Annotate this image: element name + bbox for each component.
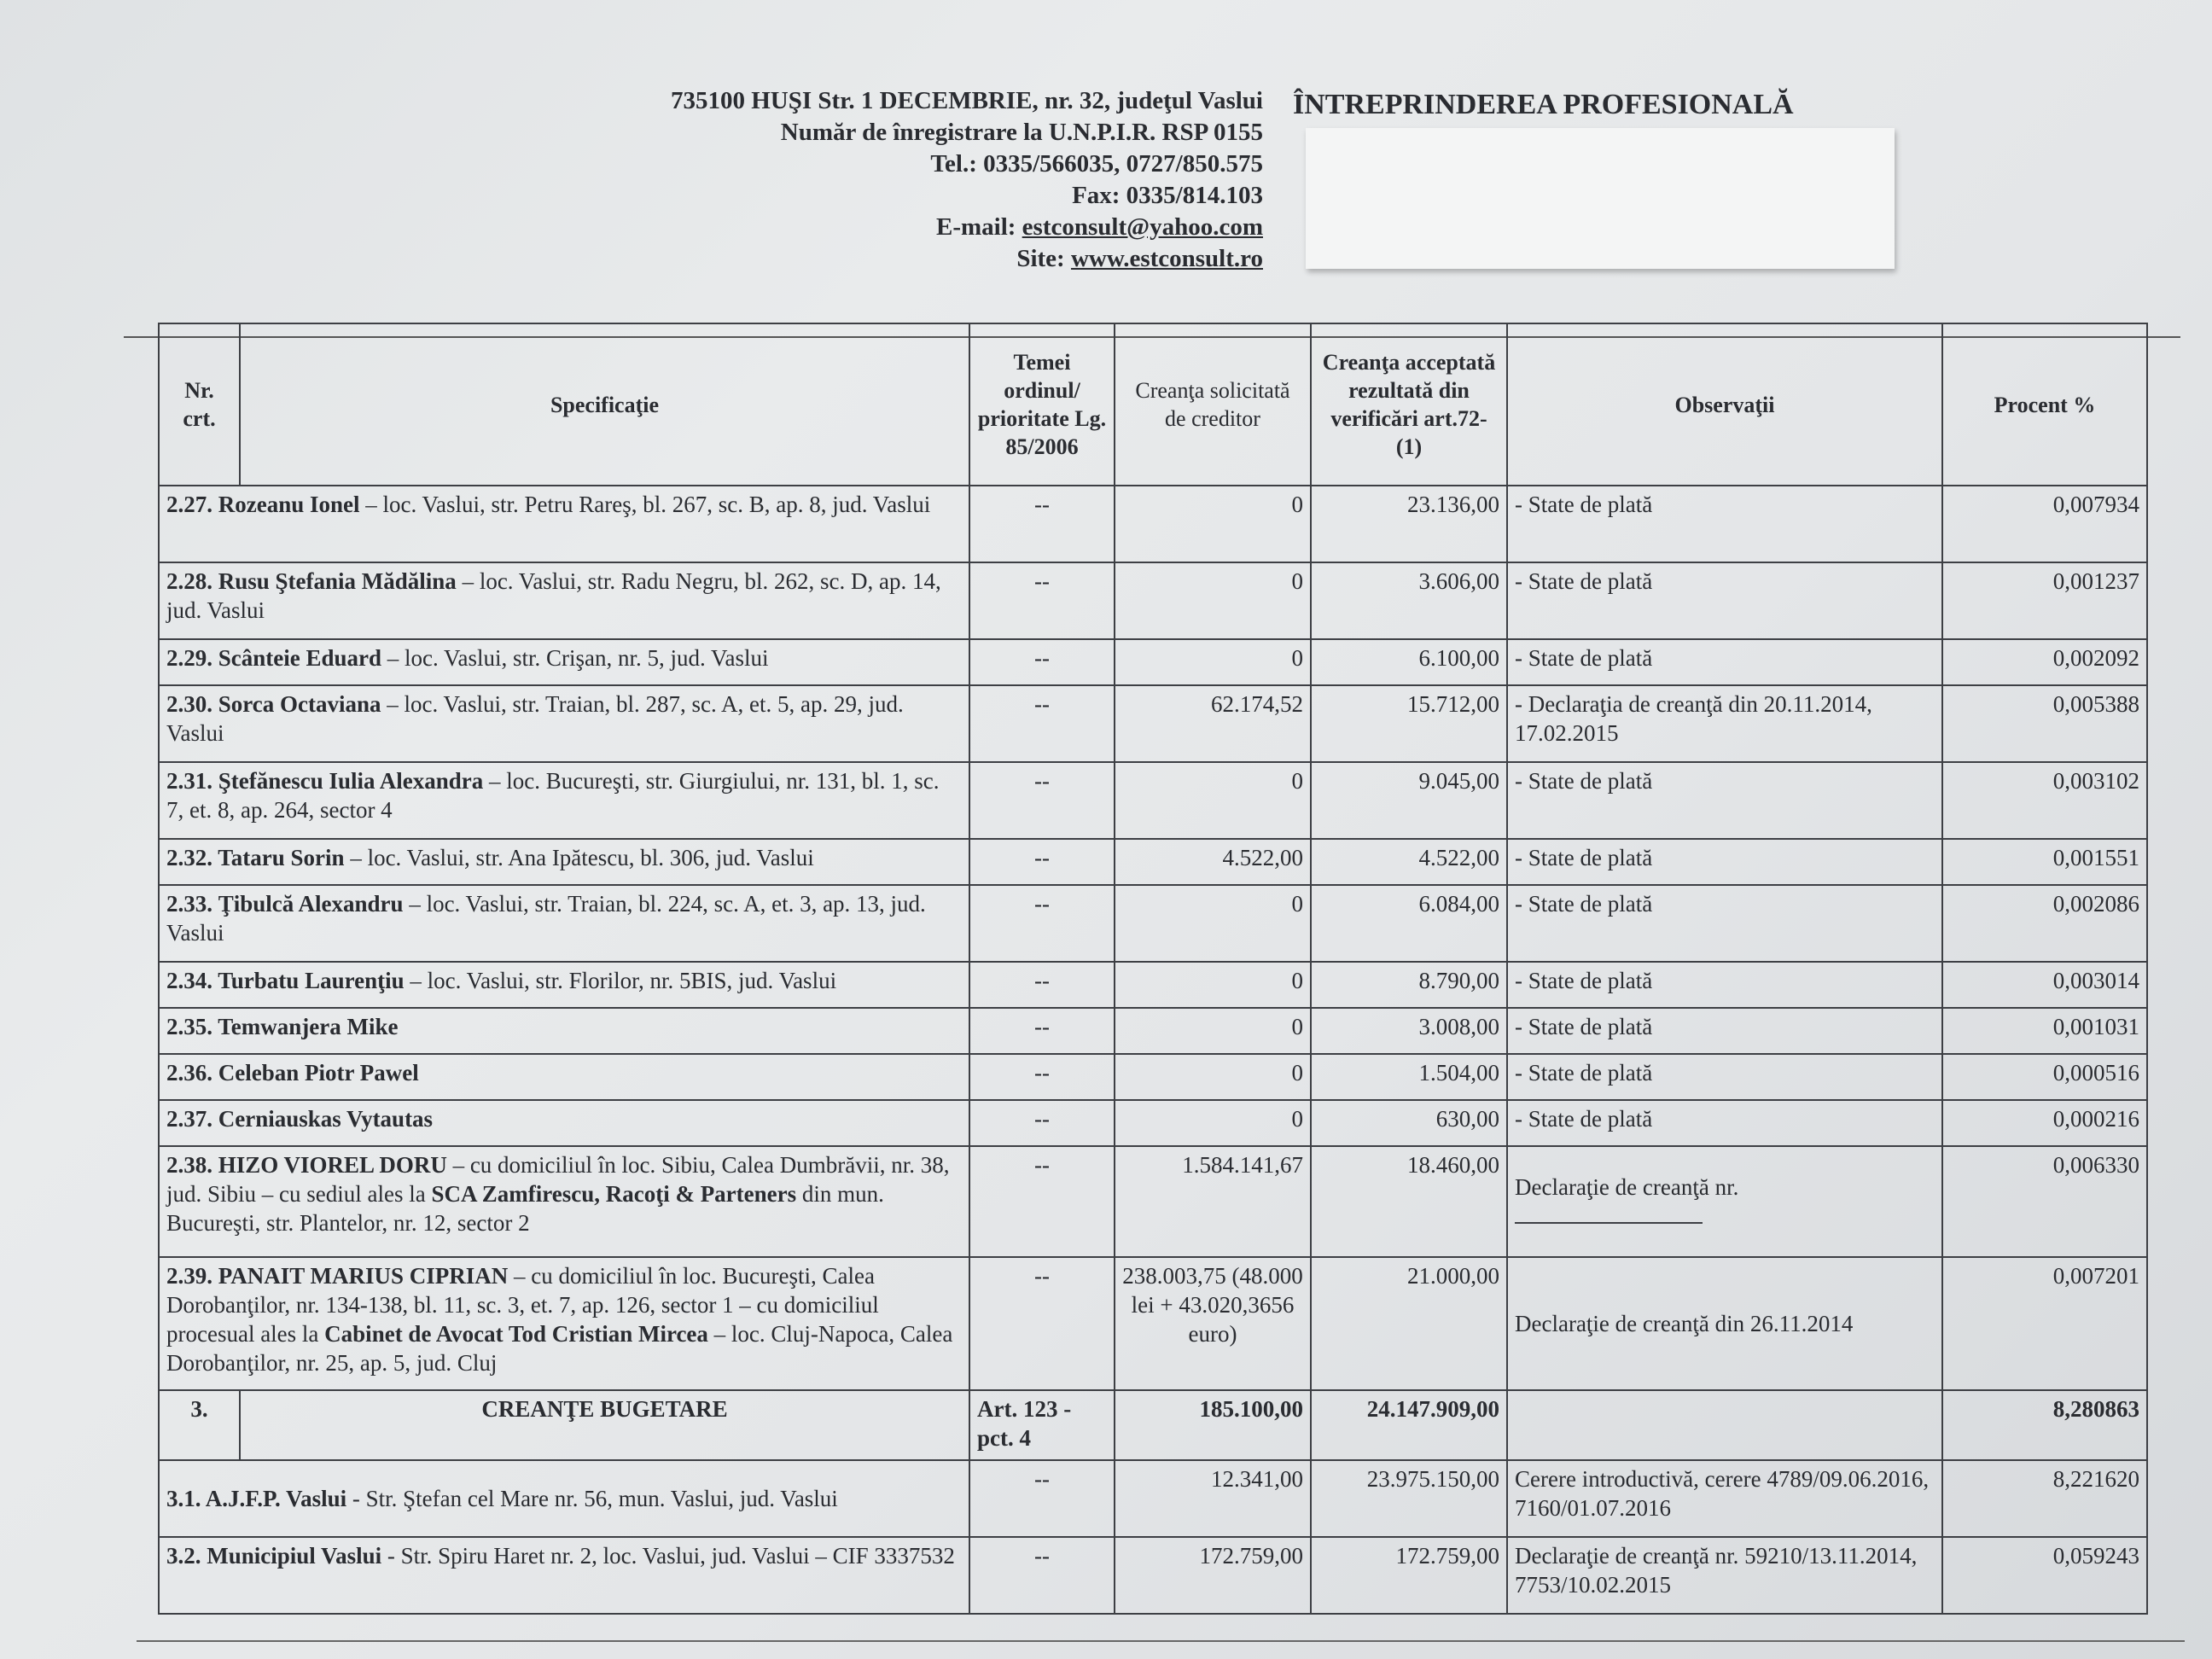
row-spec [159,762,969,839]
row-solicitata: 0 [1115,1008,1311,1054]
creditor-detail: – cu domiciliul în loc. Sibiu, Calea Dumbrăvii, nr. 38, jud. Sibiu – cu sediul ales la [166,1152,950,1207]
table-row [159,562,2147,639]
creditor-name: 2.30. Sorca Octaviana [166,691,381,717]
row-temei: -- [969,1008,1115,1054]
creditor-detail: – loc. Vaslui, str. Ana Ipătescu, bl. 306, jud. Vaslui [344,845,814,870]
row-procent: 0,007934 [1942,486,2147,562]
row-spec [159,1537,969,1614]
row-spec [159,1008,969,1054]
section-observatii [1507,1390,1942,1460]
firm-name: ÎNTREPRINDEREA PROFESIONALĂ [1293,89,1794,120]
row-spec [159,839,969,885]
row-observatii: - State de plată [1507,885,1942,962]
row-acceptata: 15.712,00 [1311,685,1507,762]
creditor-name: 3.2. Municipiul Vaslui [166,1543,382,1569]
row-spec [159,639,969,685]
row-spec [159,1257,969,1390]
row-procent: 0,002086 [1942,885,2147,962]
row-observatii [1507,1146,1942,1257]
table-row [159,762,2147,839]
col-nr: Nr. crt. [159,323,240,486]
creditor-name: 2.31. Ştefănescu Iulia Alexandra [166,768,484,794]
table-row [159,486,2147,562]
row-temei: -- [969,1100,1115,1146]
row-acceptata: 3.008,00 [1311,1008,1507,1054]
row-observatii: - State de plată [1507,1008,1942,1054]
section-title: CREANŢE BUGETARE [240,1390,969,1460]
creditor-detail: – loc. Vaslui, str. Petru Rareş, bl. 267, sc. B, ap. 8, jud. Vaslui [359,492,931,517]
row-temei: -- [969,562,1115,639]
row-acceptata: 3.606,00 [1311,562,1507,639]
creditor-name: 2.36. Celeban Piotr Pawel [166,1060,419,1086]
col-observatii: Observaţii [1507,323,1942,486]
row-spec [159,685,969,762]
creditor-detail-2: din mun. Bucureşti, str. Plantelor, nr. 12, sector 2 [166,1181,884,1236]
row-observatii: - State de plată [1507,639,1942,685]
row-solicitata: 0 [1115,962,1311,1008]
row-temei: -- [969,1460,1115,1537]
row-procent: 0,005388 [1942,685,2147,762]
creditors-table [158,323,2148,1615]
row-solicitata: 0 [1115,639,1311,685]
row-acceptata: 18.460,00 [1311,1146,1507,1257]
row-temei: -- [969,762,1115,839]
footer-divider [137,1640,2185,1642]
creditor-representative: SCA Zamfirescu, Racoţi & Parteners [431,1181,797,1207]
letterhead [512,85,1263,275]
row-observatii: - State de plată [1507,839,1942,885]
row-temei: -- [969,685,1115,762]
row-solicitata: 0 [1115,1100,1311,1146]
row-acceptata: 23.975.150,00 [1311,1460,1507,1537]
row-observatii: - State de plată [1507,962,1942,1008]
creditor-name: 2.28. Rusu Ştefania Mădălina [166,568,457,594]
row-acceptata: 6.100,00 [1311,639,1507,685]
row-temei: -- [969,1146,1115,1257]
letterhead-fax: Fax: 0335/814.103 [1072,182,1263,209]
row-solicitata: 12.341,00 [1115,1460,1311,1537]
row-procent: 0,003102 [1942,762,2147,839]
row-observatii: - State de plată [1507,562,1942,639]
col-solicitata: Creanţa solicitată de creditor [1115,323,1311,486]
row-solicitata: 1.584.141,67 [1115,1146,1311,1257]
row-temei: -- [969,1257,1115,1390]
row-temei: -- [969,839,1115,885]
creditor-detail: - Str. Ştefan cel Mare nr. 56, mun. Vaslui, jud. Vaslui [346,1486,838,1511]
row-acceptata: 8.790,00 [1311,962,1507,1008]
row-temei: -- [969,1054,1115,1100]
row-solicitata: 172.759,00 [1115,1537,1311,1614]
row-temei: -- [969,962,1115,1008]
row-observatii: Declaraţie de creanţă din 26.11.2014 [1507,1257,1942,1390]
letterhead-site-line [512,243,1263,275]
table-row [159,962,2147,1008]
letterhead-registration: Număr de înregistrare la U.N.P.I.R. RSP 0155 [780,119,1263,146]
row-temei: -- [969,885,1115,962]
row-solicitata: 238.003,75 (48.000 lei + 43.020,3656 euro) [1115,1257,1311,1390]
col-temei: Temei ordinul/ prioritate Lg. 85/2006 [969,323,1115,486]
creditor-detail-2: – loc. Cluj-Napoca, Calea Dorobanţilor, nr. 25, ap. 5, jud. Cluj [166,1321,953,1376]
section-nr: 3. [159,1390,240,1460]
row-procent: 0,000516 [1942,1054,2147,1100]
row-spec [159,962,969,1008]
row-procent: 0,059243 [1942,1537,2147,1614]
redaction-sticker [1306,128,1895,269]
table-header-row [159,323,2147,486]
obs-text: Declaraţie de creanţă nr. [1515,1174,1739,1200]
row-procent: 0,001551 [1942,839,2147,885]
creditor-detail: – loc. Vaslui, str. Traian, bl. 224, sc. A, et. 3, ap. 13, jud. Vaslui [166,891,926,946]
table-row [159,885,2147,962]
row-procent: 0,001031 [1942,1008,2147,1054]
row-solicitata: 0 [1115,1054,1311,1100]
row-temei: -- [969,639,1115,685]
creditor-name: 3.1. A.J.F.P. Vaslui [166,1486,347,1511]
creditor-name: 2.35. Temwanjera Mike [166,1014,399,1039]
table-row [159,1257,2147,1390]
creditor-name: 2.29. Scânteie Eduard [166,645,382,671]
row-acceptata: 172.759,00 [1311,1537,1507,1614]
email-link[interactable]: estconsult@yahoo.com [1022,213,1263,241]
section-solicitata: 185.100,00 [1115,1390,1311,1460]
table-row [159,1100,2147,1146]
row-procent: 0,002092 [1942,639,2147,685]
table-row [159,1008,2147,1054]
creditor-name: 2.27. Rozeanu Ionel [166,492,360,517]
row-procent: 0,006330 [1942,1146,2147,1257]
creditor-detail: – loc. Vaslui, str. Radu Negru, bl. 262, sc. D, ap. 14, jud. Vaslui [166,568,941,623]
section-temei: Art. 123 - pct. 4 [969,1390,1115,1460]
email-label: E-mail: [935,213,1016,241]
col-procent: Procent % [1942,323,2147,486]
row-acceptata: 6.084,00 [1311,885,1507,962]
table-row [159,1054,2147,1100]
creditor-detail: – loc. Vaslui, str. Traian, bl. 287, sc. A, et. 5, ap. 29, jud. Vaslui [166,691,904,746]
row-temei: -- [969,1537,1115,1614]
creditor-representative: Cabinet de Avocat Tod Cristian Mircea [324,1321,708,1347]
creditor-detail: – loc. Vaslui, str. Crişan, nr. 5, jud. Vaslui [381,645,769,671]
row-solicitata: 0 [1115,562,1311,639]
table-row [159,685,2147,762]
row-procent: 0,007201 [1942,1257,2147,1390]
section-procent: 8,280863 [1942,1390,2147,1460]
creditor-name: 2.38. HIZO VIOREL DORU [166,1152,447,1178]
row-temei: -- [969,486,1115,562]
row-solicitata: 0 [1115,486,1311,562]
table-row [159,1460,2147,1537]
site-label: Site: [1016,245,1065,272]
creditor-name: 2.32. Tataru Sorin [166,845,345,870]
creditor-detail: - Str. Spiru Haret nr. 2, loc. Vaslui, jud. Vaslui – CIF 3337532 [381,1543,955,1569]
row-solicitata: 0 [1115,762,1311,839]
row-procent: 0,001237 [1942,562,2147,639]
row-observatii: Cerere introductivă, cerere 4789/09.06.2016, 7160/01.07.2016 [1507,1460,1942,1537]
row-spec [159,1460,969,1537]
letterhead-address: 735100 HUŞI Str. 1 DECEMBRIE, nr. 32, judeţul Vaslui [670,87,1263,114]
site-link[interactable]: www.estconsult.ro [1070,245,1263,272]
row-observatii: - Declaraţia de creanţă din 20.11.2014, 17.02.2015 [1507,685,1942,762]
row-spec [159,1100,969,1146]
section-acceptata: 24.147.909,00 [1311,1390,1507,1460]
table-row [159,839,2147,885]
table-row [159,1537,2147,1614]
row-observatii: Declaraţie de creanţă nr. 59210/13.11.2014, 7753/10.02.2015 [1507,1537,1942,1614]
row-observatii: - State de plată [1507,762,1942,839]
letterhead-tel: Tel.: 0335/566035, 0727/850.575 [930,150,1263,178]
row-procent: 0,003014 [1942,962,2147,1008]
creditor-name: 2.33. Ţibulcă Alexandru [166,891,404,917]
creditor-detail: – loc. Bucureşti, str. Giurgiului, nr. 131, bl. 1, sc. 7, et. 8, ap. 264, sector 4 [166,768,940,823]
row-acceptata: 630,00 [1311,1100,1507,1146]
row-spec [159,486,969,562]
row-acceptata: 4.522,00 [1311,839,1507,885]
row-solicitata: 62.174,52 [1115,685,1311,762]
row-acceptata: 21.000,00 [1311,1257,1507,1390]
creditor-detail: – loc. Vaslui, str. Florilor, nr. 5BIS, jud. Vaslui [404,968,837,993]
creditor-name: 2.37. Cerniauskas Vytautas [166,1106,434,1132]
row-procent: 0,000216 [1942,1100,2147,1146]
row-spec [159,562,969,639]
creditor-detail: – cu domiciliul în loc. Bucureşti, Calea Dorobanţilor, nr. 134-138, bl. 11, sc. 3, et. 7, ap. 126, sector 1 – cu domiciliul procesual ales la [166,1263,879,1347]
section-row [159,1390,2147,1460]
row-acceptata: 23.136,00 [1311,486,1507,562]
creditor-name: 2.39. PANAIT MARIUS CIPRIAN [166,1263,509,1289]
row-observatii: - State de plată [1507,1054,1942,1100]
creditor-name: 2.34. Turbatu Laurenţiu [166,968,405,993]
row-procent: 8,221620 [1942,1460,2147,1537]
row-observatii: - State de plată [1507,486,1942,562]
row-spec [159,885,969,962]
col-acceptata: Creanţa acceptată rezultată din verificări art.72-(1) [1311,323,1507,486]
col-spec: Specificaţie [240,323,969,486]
row-solicitata: 4.522,00 [1115,839,1311,885]
table-row [159,639,2147,685]
row-solicitata: 0 [1115,885,1311,962]
row-spec [159,1146,969,1257]
blank-fill-line [1515,1203,1703,1224]
table-row [159,1146,2147,1257]
letterhead-email-line [512,212,1263,243]
row-acceptata: 1.504,00 [1311,1054,1507,1100]
row-acceptata: 9.045,00 [1311,762,1507,839]
row-spec [159,1054,969,1100]
row-observatii: - State de plată [1507,1100,1942,1146]
